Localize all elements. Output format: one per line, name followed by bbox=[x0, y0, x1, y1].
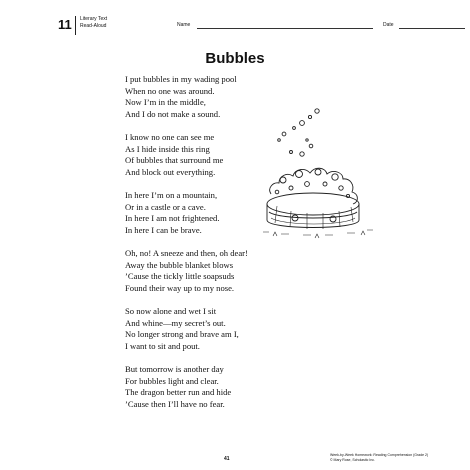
credit-line-2: © Mary Rose, Scholastic Inc. bbox=[330, 458, 375, 462]
tag-line-1: Literary Text bbox=[80, 16, 108, 22]
bubble-wading-pool-illustration bbox=[255, 108, 395, 248]
stanza-6 bbox=[125, 364, 355, 410]
poem-line: In here I can be brave. bbox=[125, 224, 202, 235]
tag-line-2: Read-Aloud bbox=[80, 23, 107, 29]
date-field-line[interactable] bbox=[399, 28, 465, 29]
credit-line-1: Week-by-Week Homework: Reading Comprehension (Grade 2) bbox=[330, 453, 429, 457]
poem-line: For bubbles light and clear. bbox=[125, 375, 219, 386]
poem-line: ’Cause then I’ll have no fear. bbox=[125, 398, 225, 409]
poem-line: The dragon better run and hide bbox=[125, 387, 232, 397]
poem-line: Or in a castle or a cave. bbox=[125, 201, 206, 212]
name-field-line[interactable] bbox=[197, 28, 373, 29]
poem-line: No longer strong and brave am I, bbox=[125, 329, 239, 339]
header-divider bbox=[75, 16, 76, 35]
poem-line: So now alone and wet I sit bbox=[125, 306, 217, 316]
poem-line: In here I am not frightened. bbox=[125, 213, 220, 223]
name-label: Name bbox=[177, 22, 191, 28]
poem-line: I want to sit and pout. bbox=[125, 340, 200, 351]
poem-line: Now I’m in the middle, bbox=[125, 97, 206, 107]
poem-line: I put bubbles in my wading pool bbox=[125, 74, 237, 84]
date-label: Date bbox=[383, 22, 394, 28]
worksheet-number: 11 bbox=[58, 17, 72, 32]
poem-line: Oh, no! A sneeze and then, oh dear! bbox=[125, 248, 248, 258]
stanza-4 bbox=[125, 248, 355, 294]
poem-line: And I do not make a sound. bbox=[125, 108, 221, 119]
worksheet-header bbox=[54, 15, 416, 37]
poem-line: As I hide inside this ring bbox=[125, 143, 210, 154]
poem-line: I know no one can see me bbox=[125, 132, 215, 142]
page-number: 41 bbox=[224, 456, 230, 462]
poem-line: When no one was around. bbox=[125, 85, 215, 96]
poem-line: And whine—my secret’s out. bbox=[125, 317, 226, 328]
poem-title: Bubbles bbox=[205, 50, 265, 67]
poem-line: Away the bubble blanket blows bbox=[125, 259, 234, 270]
stanza-5 bbox=[125, 306, 355, 352]
worksheet-tag bbox=[80, 16, 107, 30]
copyright-credit bbox=[330, 453, 448, 463]
poem-line: And block out everything. bbox=[125, 166, 216, 177]
poem-line: But tomorrow is another day bbox=[125, 364, 224, 374]
poem-line: Of bubbles that surround me bbox=[125, 155, 224, 165]
poem-line: In here I’m on a mountain, bbox=[125, 190, 218, 200]
poem-line: ’Cause the tickly little soapsuds bbox=[125, 271, 235, 281]
poem-line: Found their way up to my nose. bbox=[125, 282, 235, 293]
